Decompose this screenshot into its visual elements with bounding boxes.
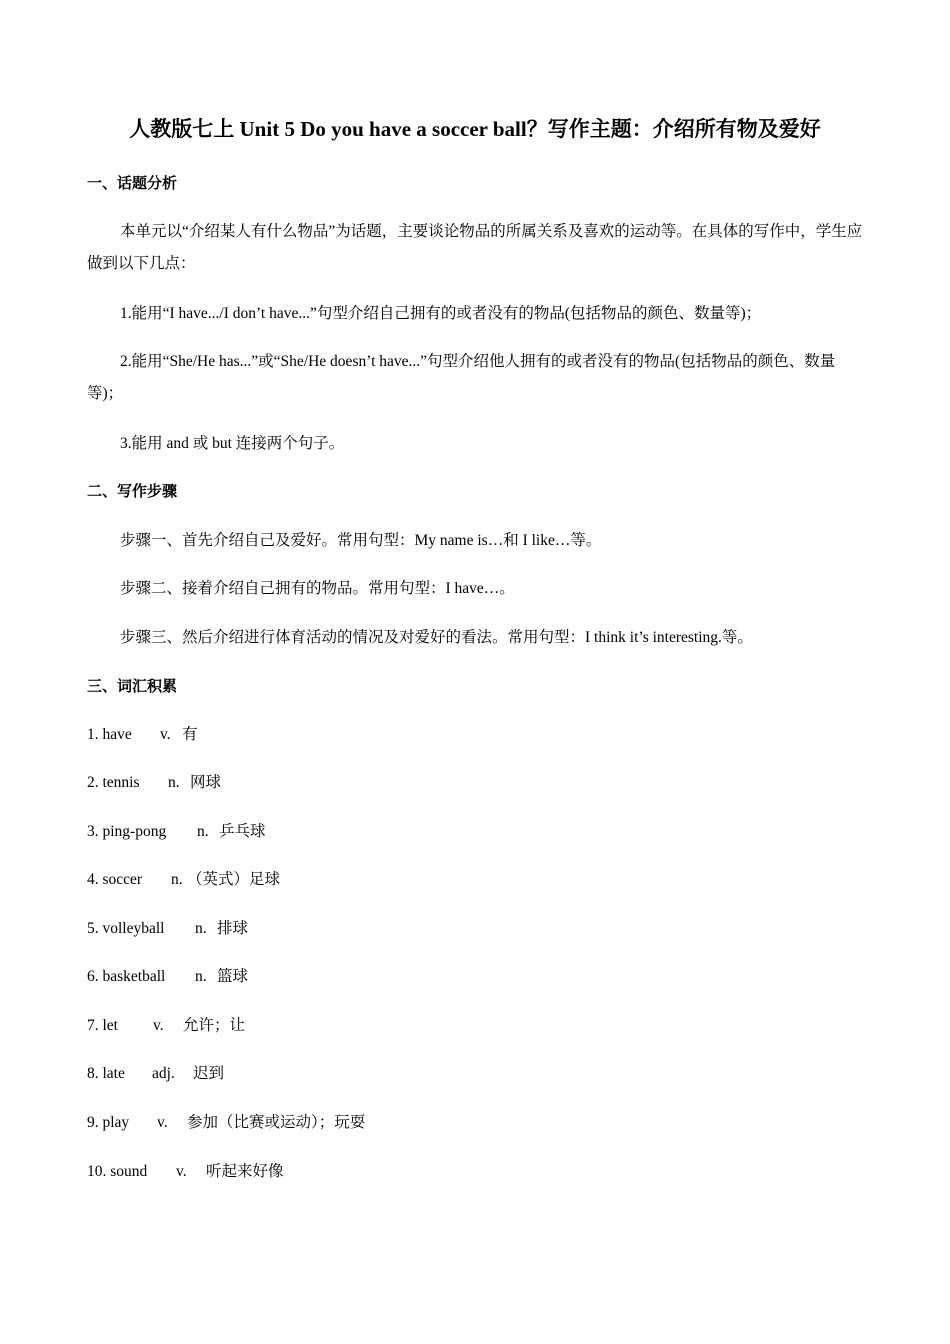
vocab-word: 7. let	[87, 1017, 118, 1034]
vocab-pos: v.	[157, 1114, 168, 1131]
writing-step-1: 步骤一、首先介绍自己及爱好。常用句型：My name is…和 I like…等。	[120, 532, 602, 549]
vocab-item	[87, 918, 248, 940]
topic-intro-paragraph	[87, 216, 867, 280]
vocab-item	[87, 966, 248, 988]
vocab-meaning: 排球	[217, 920, 249, 937]
vocab-meaning: 允许；让	[183, 1017, 246, 1034]
vocab-item	[87, 1063, 224, 1085]
topic-intro-text: 本单元以“介绍某人有什么物品”为话题，主要谈论物品的所属关系及喜欢的运动等。在具体的写作中，学生应做到以下几点：	[87, 223, 863, 272]
vocab-item	[87, 869, 280, 891]
vocab-pos: n.	[168, 774, 180, 791]
vocab-pos: n.	[197, 823, 209, 840]
writing-step-3: 步骤三、然后介绍进行体育活动的情况及对爱好的看法。常用句型：I think it’s interesting.等。	[120, 629, 753, 646]
vocab-item	[87, 724, 198, 746]
vocab-meaning: 网球	[190, 774, 222, 791]
vocab-word: 9. play	[87, 1114, 130, 1131]
section-heading-writing-steps: 二、写作步骤	[87, 484, 178, 500]
vocab-pos: n.	[171, 871, 183, 888]
vocab-meaning: 迟到	[193, 1065, 225, 1082]
vocab-word: 3. ping-pong	[87, 823, 167, 840]
section-heading-topic-analysis: 一、话题分析	[87, 176, 178, 192]
vocab-meaning: （英式）足球	[187, 871, 281, 888]
vocab-item	[87, 1112, 365, 1134]
vocab-item	[87, 1161, 284, 1183]
vocab-word: 8. late	[87, 1065, 125, 1082]
writing-step-2: 步骤二、接着介绍自己拥有的物品。常用句型：I have…。	[120, 580, 515, 597]
vocab-pos: n.	[195, 920, 207, 937]
vocab-word: 10. sound	[87, 1163, 148, 1180]
vocab-meaning: 有	[182, 726, 198, 743]
vocab-meaning: 听起来好像	[206, 1163, 284, 1180]
vocab-meaning: 参加（比赛或运动）；玩耍	[187, 1114, 366, 1131]
vocab-meaning: 篮球	[217, 968, 249, 985]
topic-point-2-paragraph	[87, 346, 867, 410]
topic-point-2: 2.能用“She/He has...”或“She/He doesn’t have...”句型介绍他人拥有的或者没有的物品(包括物品的颜色、数量等)；	[87, 353, 836, 402]
topic-point-1: 1.能用“I have.../I don’t have...”句型介绍自己拥有的或者没有的物品(包括物品的颜色、数量等)；	[120, 305, 762, 322]
document-title: 人教版七上 Unit 5 Do you have a soccer ball？写作主题：介绍所有物及爱好	[129, 117, 821, 141]
vocab-item	[87, 772, 221, 794]
vocab-meaning: 乒乓球	[219, 823, 266, 840]
vocab-word: 2. tennis	[87, 774, 140, 791]
vocab-item	[87, 821, 266, 843]
vocab-pos: v.	[176, 1163, 187, 1180]
vocab-pos: n.	[195, 968, 207, 985]
vocab-word: 6. basketball	[87, 968, 166, 985]
topic-point-3: 3.能用 and 或 but 连接两个句子。	[120, 435, 345, 452]
vocab-word: 5. volleyball	[87, 920, 165, 937]
vocab-item	[87, 1015, 245, 1037]
vocab-word: 1. have	[87, 726, 132, 743]
vocab-pos: v.	[160, 726, 171, 743]
section-heading-vocabulary: 三、词汇积累	[87, 679, 178, 695]
vocab-pos: adj.	[152, 1065, 175, 1082]
vocab-word: 4. soccer	[87, 871, 143, 888]
vocab-pos: v.	[153, 1017, 164, 1034]
